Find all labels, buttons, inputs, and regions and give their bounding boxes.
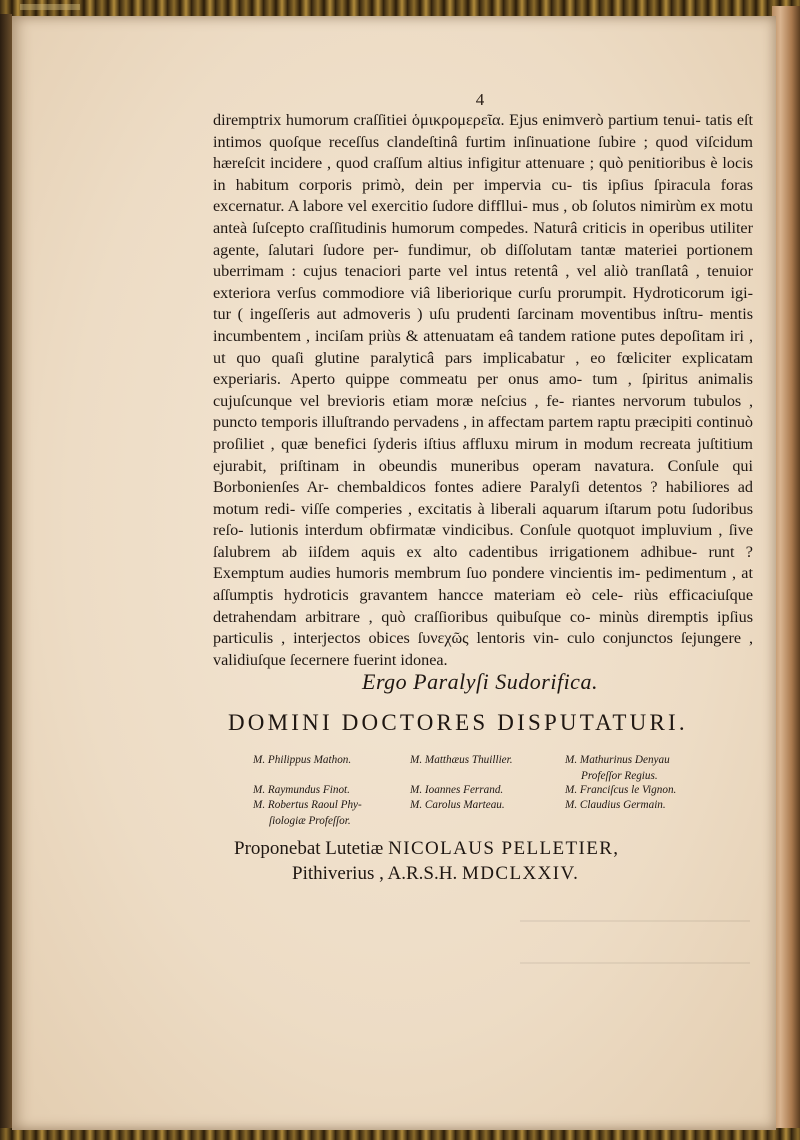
book-binding-top	[0, 0, 800, 16]
doctors-heading: DOMINI DOCTORES DISPUTATURI.	[228, 710, 688, 735]
doctor-entry	[253, 798, 362, 829]
doctor-name: M. Carolus Marteau.	[410, 799, 505, 811]
text-line: fundimur, ob diſſolutam tantæ materiei portionem uberrimam : cujus	[213, 240, 754, 281]
text-line: putes depoſitam iri , ut quo quaſi glutine paralyticâ pars implicabatur , eo	[213, 326, 753, 367]
text-line: lutionis interdum obfirmatæ vindicibus. Conſule quotquot impluvium ,	[249, 521, 723, 540]
author-name: NICOLAUS PELLETIER,	[388, 838, 620, 859]
text-line: riùs efficaciuſque detrahendam arbitrare , quò craſſioribus quibuſque co-	[213, 586, 754, 626]
doctors-list	[253, 753, 753, 831]
text-line: tis ipſius ſpiracula foras excernatur. A labore vel exercitio ſudore diffllui-	[213, 175, 754, 216]
doctor-name: M. Ioannes Ferrand.	[410, 784, 504, 796]
text-line: riantes nervorum tubulos , puncto temporis illuſtrando pervadens , in	[213, 391, 753, 432]
imprint-origin: Pithiverius , A.R.S.H.	[292, 863, 462, 884]
text-line: compedes. Naturâ criticis in operibus utiliter agente, ſalutari ſudore per-	[213, 218, 754, 259]
doctor-name: M. Franciſcus le Vignon.	[565, 784, 677, 796]
scan-marker	[20, 4, 80, 10]
doctor-entry	[253, 783, 350, 799]
page-number: 4	[475, 90, 485, 109]
text-line: culo conjunctos ſejungere , validiuſque ſecernere fuerint idonea.	[213, 629, 753, 669]
doctor-entry	[565, 798, 666, 814]
text-line: tenaciori parte vel intus retentâ , vel aliò tranſlatâ , tenuior exteriora	[213, 262, 754, 302]
page-edge	[772, 6, 800, 1132]
imprint-year: MDCLXXIV.	[461, 863, 580, 884]
doctor-entry	[565, 783, 676, 799]
text-line: affectam partem raptu præcipiti continuò proſiliet , quæ benefici ſyderis	[213, 413, 754, 453]
text-line: ſive ſalubrem ab iiſdem aquis ex alto cadentibus irrigationem adhibue-	[213, 521, 754, 561]
text-line: pedimentum , at aſſumptis hydroticis gravantem hancce materiam eò cele-	[213, 564, 753, 605]
doctor-name: M. Raymundus Finot.	[253, 784, 350, 796]
text-line: quod viſcidum hæreſcit incidere , quod craſſum altius infigitur attenuare ;	[213, 132, 754, 173]
text-line: fœliciter explicatam experiaris. Aperto quippe commeatu per onus amo-	[213, 348, 754, 389]
imprint-line-2	[234, 861, 619, 886]
doctor-name: M. Matthæus Thuillier.	[410, 754, 513, 766]
doctor-name: M. Robertus Raoul Phy-	[253, 799, 362, 811]
text-line: minùs diremptis ipſius particulis , interjectos obices ſυνεχῶς lentoris vin-	[213, 607, 753, 648]
text-line: iſtius affluxu mirum in modum recreata juſtitium ejurabit, priſtinam in	[213, 434, 754, 475]
body-paragraph	[213, 110, 753, 671]
doctor-name: M. Philippus Mathon.	[253, 754, 352, 766]
text-line: viſſe comperies , excitatis à liberali aquarum iſtarum potu ſudoribus reſo-	[213, 499, 753, 540]
text-line: tur ( ingeſſeris aut admoveris ) uſu prudenti ſarcinam moventibus inſtru-	[213, 305, 704, 324]
text-line: verſus commodiore viâ liberiorique curſu prorumpit. Hydroticorum igi-	[276, 283, 754, 302]
show-through-ghost	[520, 920, 750, 964]
text-line: mentis incumbentem , inciſam priùs & attenuatam eâ tandem ratione	[213, 305, 753, 345]
doctor-entry	[410, 783, 503, 799]
text-line: tatis eſt intimos quoſque receſſus clandeſtinâ furtim inſinuatione ſubire ;	[213, 111, 753, 151]
doctor-entry	[410, 798, 505, 814]
imprint	[234, 836, 619, 886]
doctor-title: Profeſſor Regius.	[581, 769, 658, 782]
imprint-prefix: Proponebat Lutetiæ	[234, 838, 389, 859]
text-line: diremptrix humorum craſſitiei ὁμικρομερεῖα. Ejus enimverò partium tenui-	[213, 111, 701, 129]
doctor-entry	[410, 753, 513, 769]
doctor-entry	[565, 753, 670, 784]
text-line: tum , ſpiritus animalis cujuſcunque vel brevioris etiam moræ neſcius , fe-	[213, 370, 753, 410]
doctor-title: ſiologiæ Profeſſor.	[269, 814, 351, 827]
text-line: obeundis muneribus operam navatura. Conſule qui Borbonienſes Ar-	[213, 456, 754, 497]
text-line: chembaldicos fontes adiere Paralyſi detentos ? habiliores ad motum redi-	[213, 478, 754, 518]
text-line: mus , ob ſolutos nimirùm ex motu anteà ſuſcepto craſſitudinis humorum	[213, 197, 753, 237]
doctor-name: M. Mathurinus Denyau	[565, 754, 670, 766]
doctor-name: M. Claudius Germain.	[565, 799, 666, 811]
doctor-entry	[253, 753, 351, 769]
text-line: runt ? Exemptum audies humoris membrum ſuo pondere vincientis im-	[213, 542, 753, 583]
conclusion-heading: Ergo Paralyſi Sudorifica.	[362, 669, 598, 694]
text-line: quò penitioribus è locis in habitum corporis primò, dein per impervia cu-	[213, 154, 754, 194]
book-gutter	[0, 14, 12, 1130]
